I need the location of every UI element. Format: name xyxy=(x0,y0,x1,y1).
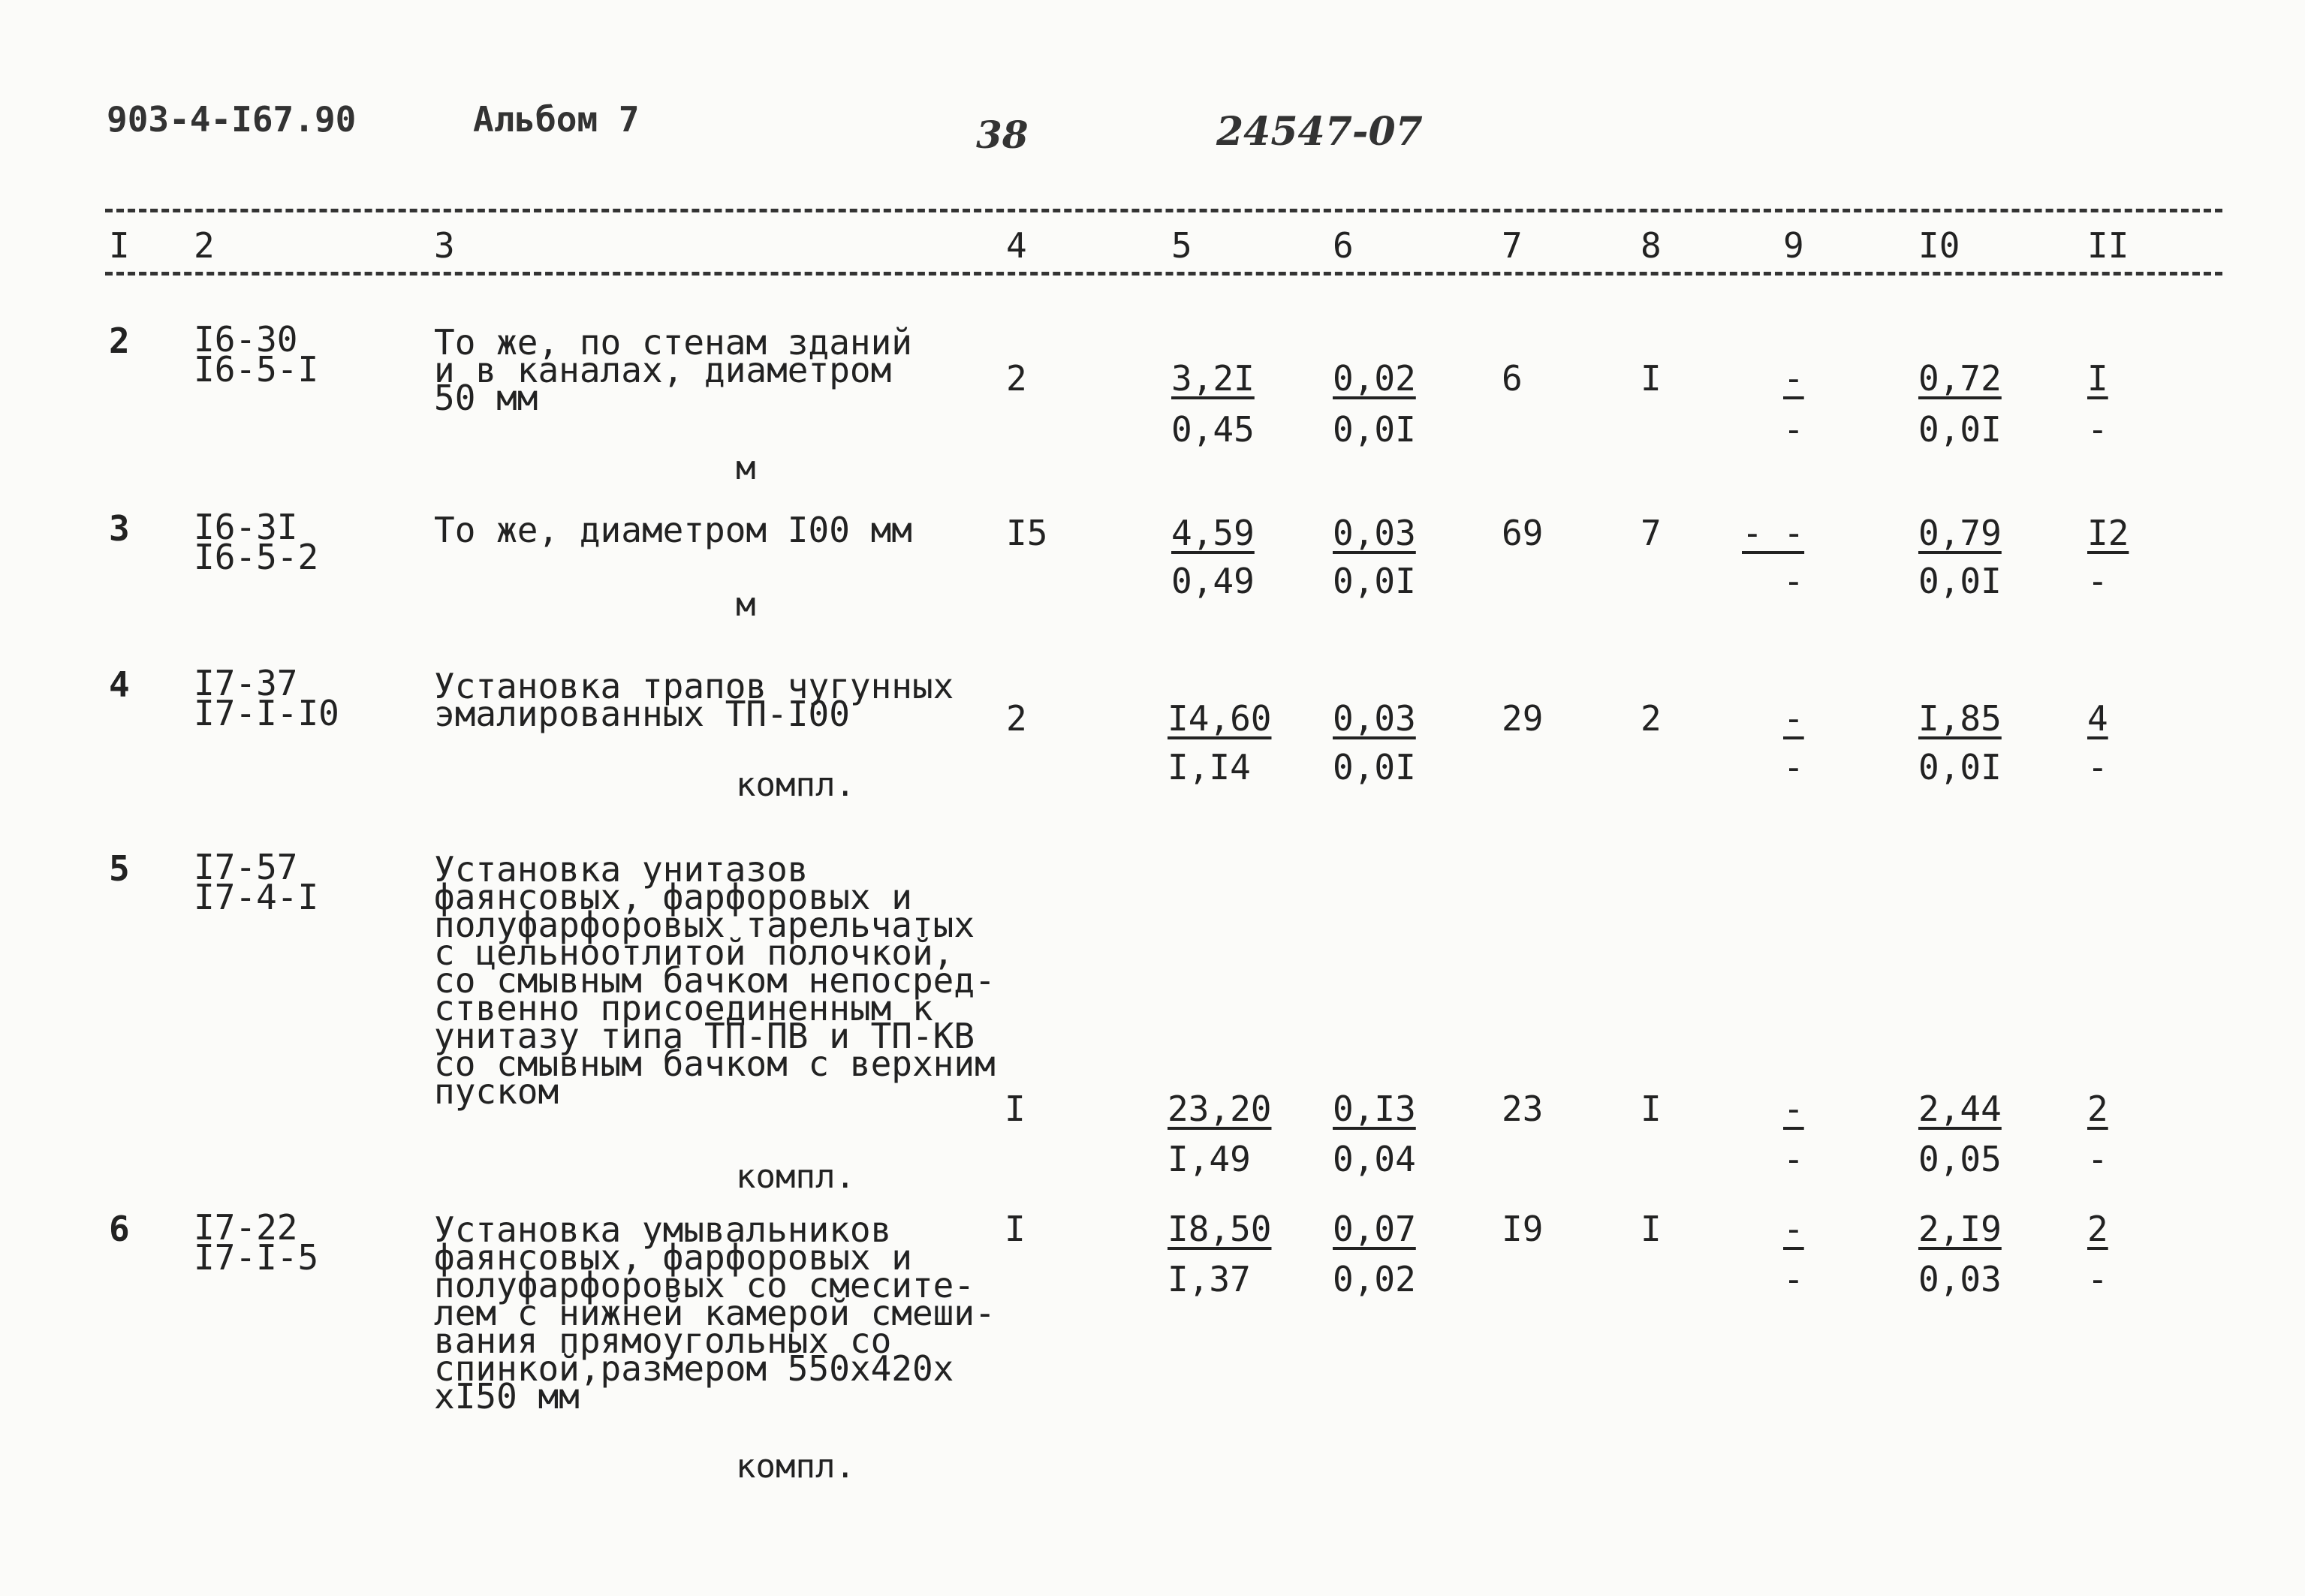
col10-bottom: 0,0I xyxy=(1918,409,2002,450)
col10-bottom: 0,05 xyxy=(1918,1139,2002,1179)
col5-top: I8,50 xyxy=(1168,1209,1272,1249)
row-description: Установка умывальников фаянсовых, фарфоровых и полуфарфоровых со смесите- лем с нижней камерой смеши- вания прямоугольных со спинкой,размером 550x420x xI50 мм xyxy=(434,1209,996,1417)
row-codes: I6-3I I6-5-2 xyxy=(194,507,319,577)
header-rule-top xyxy=(105,209,2222,212)
col6-bottom: 0,02 xyxy=(1333,1259,1416,1299)
col-heading-6: 6 xyxy=(1333,225,1354,266)
col8-value: I xyxy=(1641,1209,1662,1249)
col6-bottom: 0,04 xyxy=(1333,1139,1416,1179)
col10-top: I,85 xyxy=(1918,698,2002,739)
col-heading-7: 7 xyxy=(1502,225,1523,266)
row-number: 5 xyxy=(109,848,130,889)
row-codes: I7-57 I7-4-I xyxy=(194,847,319,917)
col6-top: 0,02 xyxy=(1333,358,1416,399)
row-unit: компл. xyxy=(736,766,855,804)
col5-top: I4,60 xyxy=(1168,698,1272,739)
col9-top: - xyxy=(1783,1209,1804,1249)
col7-value: 69 xyxy=(1502,513,1544,553)
row-unit: м xyxy=(736,449,756,487)
col6-top: 0,07 xyxy=(1333,1209,1416,1249)
col8-value: 7 xyxy=(1641,513,1662,553)
col6-bottom: 0,0I xyxy=(1333,747,1416,787)
col10-top: 0,72 xyxy=(1918,358,2002,399)
row-unit: компл. xyxy=(736,1158,855,1196)
col-heading-1: I xyxy=(109,225,130,266)
row-number: 3 xyxy=(109,508,130,549)
col8-value: I xyxy=(1641,1089,1662,1129)
col7-value: 23 xyxy=(1502,1089,1544,1129)
col9-top: - xyxy=(1783,1089,1804,1129)
row-quantity: 2 xyxy=(1006,358,1027,399)
col10-bottom: 0,0I xyxy=(1918,747,2002,787)
row-number: 4 xyxy=(109,664,130,705)
row-number: 2 xyxy=(109,321,130,361)
col5-bottom: I,37 xyxy=(1168,1259,1251,1299)
col5-bottom: 0,45 xyxy=(1171,409,1255,450)
col11-top: I xyxy=(2087,358,2108,399)
row-codes: I7-37 I7-I-I0 xyxy=(194,663,339,733)
col6-bottom: 0,0I xyxy=(1333,409,1416,450)
col-heading-8: 8 xyxy=(1641,225,1662,266)
row-number: 6 xyxy=(109,1209,130,1249)
col10-bottom: 0,0I xyxy=(1918,561,2002,601)
col5-bottom: I,I4 xyxy=(1168,747,1251,787)
col6-bottom: 0,0I xyxy=(1333,561,1416,601)
col-heading-10: I0 xyxy=(1918,225,1960,266)
col7-value: 6 xyxy=(1502,358,1523,399)
col-heading-3: 3 xyxy=(434,225,455,266)
row-codes: I7-22 I7-I-5 xyxy=(194,1207,319,1278)
col-heading-9: 9 xyxy=(1783,225,1804,266)
row-quantity: I5 xyxy=(1006,513,1048,553)
document-number: 24547-07 xyxy=(1216,109,1423,155)
col9-bottom: - xyxy=(1783,561,1804,601)
col9-top: - xyxy=(1783,358,1804,399)
col11-top: I2 xyxy=(2087,513,2129,553)
col9-bottom: - xyxy=(1783,1259,1804,1299)
row-quantity: 2 xyxy=(1006,698,1027,739)
col5-bottom: I,49 xyxy=(1168,1139,1251,1179)
col9-bottom: - xyxy=(1783,409,1804,450)
col9-top: - xyxy=(1783,698,1804,739)
col8-value: I xyxy=(1641,358,1662,399)
col5-top: 4,59 xyxy=(1171,513,1255,553)
row-unit: м xyxy=(736,586,756,624)
col-heading-11: II xyxy=(2087,225,2129,266)
col8-value: 2 xyxy=(1641,698,1662,739)
row-description: То же, по стенам зданий и в каналах, диаметром 50 мм xyxy=(434,322,912,418)
col11-bottom: - xyxy=(2087,409,2108,450)
col9-top: - - xyxy=(1742,513,1805,553)
col-heading-2: 2 xyxy=(194,225,215,266)
col10-top: 2,I9 xyxy=(1918,1209,2002,1249)
col10-bottom: 0,03 xyxy=(1918,1259,2002,1299)
col6-top: 0,03 xyxy=(1333,698,1416,739)
col10-top: 0,79 xyxy=(1918,513,2002,553)
col9-bottom: - xyxy=(1783,747,1804,787)
col11-top: 2 xyxy=(2087,1209,2108,1249)
col11-bottom: - xyxy=(2087,747,2108,787)
document-code: 903-4-I67.90 xyxy=(107,99,357,140)
col7-value: I9 xyxy=(1502,1209,1544,1249)
col6-top: 0,03 xyxy=(1333,513,1416,553)
col5-bottom: 0,49 xyxy=(1171,561,1255,601)
row-description: Установка унитазов фаянсовых, фарфоровых и полуфарфоровых тарельчатых с цельноотлитой полочкой, со смывным бачком непосред- ственно присоединенным к унитазу типа ТП-ПВ и ТП-КВ со смывным бачком с верхним пуском xyxy=(434,849,996,1112)
col6-top: 0,I3 xyxy=(1333,1089,1416,1129)
col11-bottom: - xyxy=(2087,1139,2108,1179)
col9-bottom: - xyxy=(1783,1139,1804,1179)
row-description: То же, диаметром I00 мм xyxy=(434,510,912,550)
col-heading-4: 4 xyxy=(1006,225,1027,266)
col11-top: 4 xyxy=(2087,698,2108,739)
col10-top: 2,44 xyxy=(1918,1089,2002,1129)
row-unit: компл. xyxy=(736,1447,855,1486)
row-quantity: I xyxy=(1005,1209,1026,1249)
col11-bottom: - xyxy=(2087,561,2108,601)
row-quantity: I xyxy=(1005,1089,1026,1129)
header-rule-bottom xyxy=(105,272,2222,276)
col-heading-5: 5 xyxy=(1171,225,1192,266)
col5-top: 3,2I xyxy=(1171,358,1255,399)
row-codes: I6-30 I6-5-I xyxy=(194,319,319,390)
page-number: 38 xyxy=(976,113,1029,157)
album-label: Альбом 7 xyxy=(473,99,640,140)
col11-bottom: - xyxy=(2087,1259,2108,1299)
col5-top: 23,20 xyxy=(1168,1089,1272,1129)
col11-top: 2 xyxy=(2087,1089,2108,1129)
row-description: Установка трапов чугунных эмалированных ТП-I00 xyxy=(434,666,954,734)
col7-value: 29 xyxy=(1502,698,1544,739)
